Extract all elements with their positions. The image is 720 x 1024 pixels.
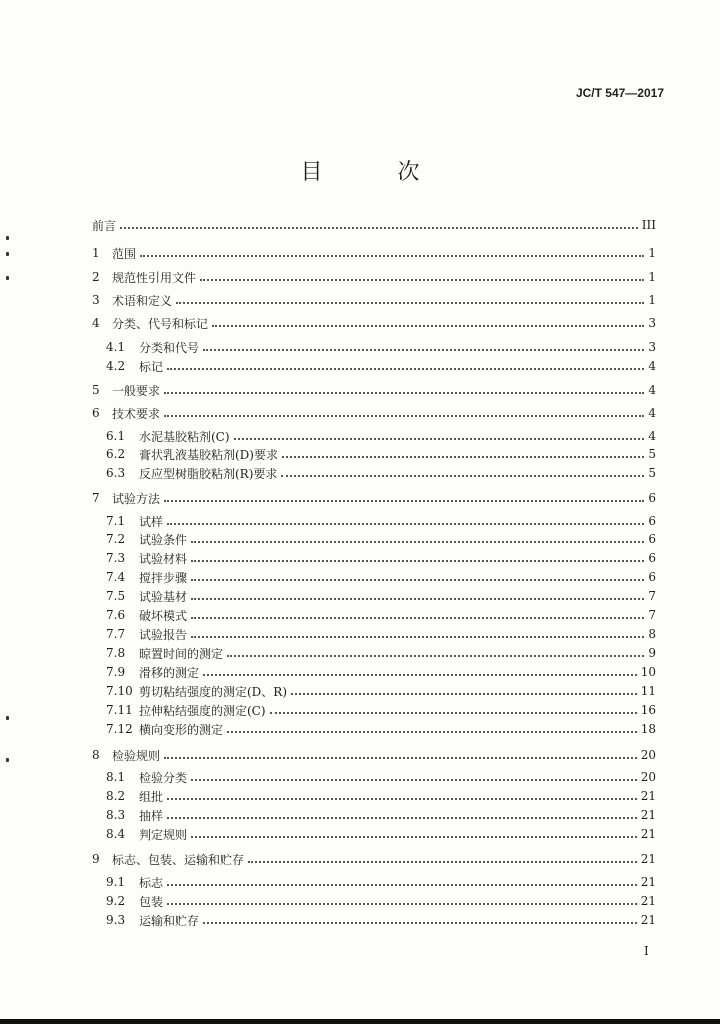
toc-entry-number: 7.2 <box>106 532 126 546</box>
dot-leader <box>203 912 637 924</box>
toc-entry-page: 9 <box>648 646 656 660</box>
toc-entry-label: 分类、代号和标记 <box>112 316 209 331</box>
toc-entry-label: 试验基材 <box>139 589 188 604</box>
dot-leader <box>234 428 644 440</box>
toc-entry-label: 试验报告 <box>139 627 188 642</box>
toc-entry-label: 试验条件 <box>139 532 188 547</box>
dot-leader <box>191 531 644 543</box>
toc-entry[interactable] <box>92 427 656 445</box>
toc-entry-number: 7.10 <box>106 684 133 698</box>
toc-entry-label: 标志、包装、运输和贮存 <box>112 852 245 867</box>
dot-leader <box>227 721 637 733</box>
dot-leader <box>191 550 644 562</box>
toc-entry-page: 21 <box>640 875 656 889</box>
toc-entry-page: 20 <box>640 770 656 784</box>
toc-entry[interactable] <box>92 873 656 891</box>
toc-entry[interactable] <box>92 338 656 356</box>
toc-entry-number: 8.2 <box>106 789 126 803</box>
dot-leader <box>164 405 644 417</box>
toc-entry[interactable] <box>92 850 656 868</box>
toc-entry-page: 4 <box>648 359 656 373</box>
toc-entry-number: 8.4 <box>106 827 126 841</box>
dot-leader <box>191 626 644 638</box>
dot-leader <box>176 292 644 304</box>
toc-entry-number: 7.3 <box>106 551 126 565</box>
toc-entry-page: 21 <box>640 852 656 866</box>
document-code: JC/T 547—2017 <box>575 86 664 100</box>
dot-leader <box>167 893 637 905</box>
toc-entry[interactable] <box>92 216 656 234</box>
scan-speck <box>6 758 9 762</box>
toc-entry-label: 包装 <box>139 894 164 909</box>
toc-entry[interactable] <box>92 682 656 700</box>
toc-entry-label: 拉伸粘结强度的测定(C) <box>139 703 266 718</box>
toc-entry-page: 16 <box>640 703 656 717</box>
toc-entry[interactable] <box>92 291 656 309</box>
dot-leader <box>282 446 644 458</box>
toc-entry-number: 9.3 <box>106 913 126 927</box>
toc-entry[interactable] <box>92 606 656 624</box>
toc-entry-number: 7 <box>92 491 100 505</box>
toc-entry-number: 1 <box>92 246 100 260</box>
toc-entry-number: 7.4 <box>106 570 126 584</box>
toc-entry-page: 5 <box>648 447 656 461</box>
toc-entry-label: 晾置时间的测定 <box>139 646 224 661</box>
scan-speck <box>6 236 9 240</box>
toc-entry-number: 4.2 <box>106 359 126 373</box>
toc-entry-number: 7.5 <box>106 589 126 603</box>
page-number: I <box>644 944 649 958</box>
dot-leader <box>164 747 637 759</box>
toc-entry-number: 6.1 <box>106 429 126 443</box>
toc-entry-label: 试验材料 <box>139 551 188 566</box>
toc-entry-page: III <box>641 218 656 232</box>
toc-entry-page: 7 <box>648 589 656 603</box>
toc-entry[interactable] <box>92 701 656 719</box>
toc-entry-label: 膏状乳液基胶粘剂(D)要求 <box>139 447 278 462</box>
toc-entry-page: 21 <box>640 827 656 841</box>
scan-edge <box>0 1019 720 1024</box>
toc-entry[interactable] <box>92 381 656 399</box>
toc-entry-label: 横向变形的测定 <box>139 722 224 737</box>
toc-entry-label: 反应型树脂胶粘剂(R)要求 <box>139 466 278 481</box>
toc-entry[interactable] <box>92 357 656 375</box>
toc-entry-number: 6.2 <box>106 447 126 461</box>
toc-entry-page: 3 <box>648 340 656 354</box>
toc-entry-number: 6 <box>92 406 100 420</box>
toc-entry[interactable] <box>92 825 656 843</box>
toc-entry[interactable] <box>92 549 656 567</box>
toc-entry-page: 1 <box>648 270 656 284</box>
toc-entry-page: 21 <box>640 913 656 927</box>
toc-entry-page: 1 <box>648 246 656 260</box>
toc-entry-page: 6 <box>648 551 656 565</box>
dot-leader <box>191 569 644 581</box>
dot-leader <box>281 465 644 477</box>
toc-entry-page: 7 <box>648 608 656 622</box>
toc-entry-number: 2 <box>92 270 100 284</box>
dot-leader <box>227 645 644 657</box>
dot-leader <box>191 769 637 781</box>
toc-entry-number: 7.11 <box>106 703 133 717</box>
dot-leader <box>212 315 644 327</box>
toc-entry[interactable] <box>92 530 656 548</box>
toc-entry-page: 8 <box>648 627 656 641</box>
toc-entry[interactable] <box>92 268 656 286</box>
toc-entry-page: 11 <box>640 684 656 698</box>
toc-entry-page: 10 <box>640 665 656 679</box>
toc-entry-label: 试验方法 <box>112 491 161 506</box>
toc-entry[interactable] <box>92 568 656 586</box>
toc-entry-number: 6.3 <box>106 466 126 480</box>
toc-entry-label: 破坏模式 <box>139 608 188 623</box>
scan-speck <box>6 252 9 256</box>
toc-entry-label: 分类和代号 <box>139 340 200 355</box>
toc-entry[interactable] <box>92 787 656 805</box>
dot-leader <box>167 358 644 370</box>
toc-entry-label: 检验规则 <box>112 748 161 763</box>
toc-entry-page: 6 <box>648 491 656 505</box>
toc-entry[interactable] <box>92 663 656 681</box>
toc-entry[interactable] <box>92 464 656 482</box>
toc-entry[interactable] <box>92 512 656 530</box>
toc-entry[interactable] <box>92 445 656 463</box>
toc-entry-number: 7.12 <box>106 722 133 736</box>
toc-entry-page: 1 <box>648 293 656 307</box>
toc-entry-number: 8 <box>92 748 100 762</box>
toc-entry-number: 7.6 <box>106 608 126 622</box>
toc-entry-number: 7.8 <box>106 646 126 660</box>
toc-entry-page: 21 <box>640 894 656 908</box>
dot-leader <box>191 607 644 619</box>
dot-leader <box>191 826 637 838</box>
toc-entry-page: 4 <box>648 429 656 443</box>
toc-entry-page: 21 <box>640 789 656 803</box>
toc-entry-number: 4 <box>92 316 100 330</box>
dot-leader <box>164 490 644 502</box>
toc-entry-page: 21 <box>640 808 656 822</box>
toc-entry-number: 3 <box>92 293 100 307</box>
toc-entry[interactable] <box>92 489 656 507</box>
toc-entry-number: 5 <box>92 383 100 397</box>
dot-leader <box>167 513 644 525</box>
toc-entry-page: 4 <box>648 383 656 397</box>
toc-entry[interactable] <box>92 314 656 332</box>
toc-entry-label: 标记 <box>139 359 164 374</box>
toc-entry-number: 7.7 <box>106 627 126 641</box>
dot-leader <box>191 588 644 600</box>
toc-entry-page: 5 <box>648 466 656 480</box>
toc-entry-label: 一般要求 <box>112 383 161 398</box>
toc-entry[interactable] <box>92 244 656 262</box>
toc-entry[interactable] <box>92 720 656 738</box>
dot-leader <box>203 339 644 351</box>
toc-entry-page: 6 <box>648 532 656 546</box>
dot-leader <box>164 382 644 394</box>
toc-entry-number: 7.1 <box>106 514 126 528</box>
scan-speck <box>6 276 9 280</box>
toc-entry-page: 20 <box>640 748 656 762</box>
toc-entry-label: 判定规则 <box>139 827 188 842</box>
toc-entry-label: 搅拌步骤 <box>139 570 188 585</box>
toc-entry-page: 18 <box>640 722 656 736</box>
toc-entry-number: 9.2 <box>106 894 126 908</box>
toc-entry[interactable] <box>92 644 656 662</box>
dot-leader <box>167 807 637 819</box>
dot-leader <box>167 788 637 800</box>
toc-entry-label: 前言 <box>92 218 117 233</box>
toc-entry-label: 试样 <box>139 514 164 529</box>
toc-entry[interactable] <box>92 806 656 824</box>
toc-entry[interactable] <box>92 587 656 605</box>
toc-entry-label: 水泥基胶粘剂(C) <box>139 429 230 444</box>
toc-entry-number: 8.1 <box>106 770 126 784</box>
dot-leader <box>248 851 637 863</box>
toc-entry-page: 6 <box>648 514 656 528</box>
dot-leader <box>167 874 637 886</box>
toc-entry-label: 检验分类 <box>139 770 188 785</box>
toc-entry-number: 4.1 <box>106 340 126 354</box>
toc-entry[interactable] <box>92 404 656 422</box>
toc-entry-number: 7.9 <box>106 665 126 679</box>
toc-entry-label: 技术要求 <box>112 406 161 421</box>
dot-leader <box>270 702 637 714</box>
toc-entry-label: 滑移的测定 <box>139 665 200 680</box>
dot-leader <box>291 683 637 695</box>
dot-leader <box>203 664 637 676</box>
toc-entry[interactable] <box>92 625 656 643</box>
toc-entry-number: 9.1 <box>106 875 126 889</box>
toc-entry-page: 6 <box>648 570 656 584</box>
toc-entry-number: 9 <box>92 852 100 866</box>
toc-entry[interactable] <box>92 746 656 764</box>
scan-speck <box>6 716 9 720</box>
page-title: 目 次 <box>300 160 454 185</box>
toc-entry-label: 标志 <box>139 875 164 890</box>
toc-entry[interactable] <box>92 911 656 929</box>
toc-entry-page: 3 <box>648 316 656 330</box>
toc-entry-label: 抽样 <box>139 808 164 823</box>
dot-leader <box>200 269 644 281</box>
dot-leader <box>140 245 644 257</box>
toc-entry-page: 4 <box>648 406 656 420</box>
toc-entry-label: 组批 <box>139 789 164 804</box>
toc-entry-number: 8.3 <box>106 808 126 822</box>
toc-entry[interactable] <box>92 768 656 786</box>
toc-entry[interactable] <box>92 892 656 910</box>
toc-entry-label: 范围 <box>112 246 137 261</box>
toc-entry-label: 术语和定义 <box>112 293 173 308</box>
dot-leader <box>120 217 638 229</box>
toc-entry-label: 规范性引用文件 <box>112 270 197 285</box>
toc-entry-label: 运输和贮存 <box>139 913 200 928</box>
toc-entry-label: 剪切粘结强度的测定(D、R) <box>139 684 288 699</box>
